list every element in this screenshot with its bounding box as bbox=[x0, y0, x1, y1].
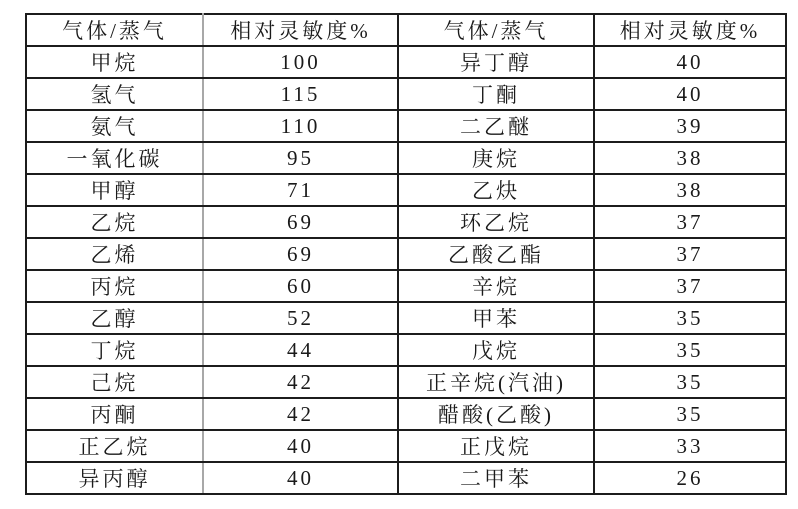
table-row bbox=[26, 430, 786, 462]
table-header bbox=[26, 14, 786, 46]
sensitivity-value-cell: 71 bbox=[203, 174, 398, 206]
table-body bbox=[26, 46, 786, 494]
gas-name-cell: 丙酮 bbox=[26, 398, 203, 430]
table-row bbox=[26, 174, 786, 206]
sensitivity-value-cell: 42 bbox=[203, 398, 398, 430]
header-sensitivity-right: 相对灵敏度% bbox=[594, 14, 786, 46]
sensitivity-value-cell: 26 bbox=[594, 462, 786, 494]
gas-name-cell: 二乙醚 bbox=[398, 110, 594, 142]
sensitivity-value-cell: 100 bbox=[203, 46, 398, 78]
gas-name-cell: 异丁醇 bbox=[398, 46, 594, 78]
sensitivity-value-cell: 40 bbox=[594, 46, 786, 78]
gas-name-cell: 乙炔 bbox=[398, 174, 594, 206]
sensitivity-value-cell: 37 bbox=[594, 238, 786, 270]
gas-name-cell: 乙烷 bbox=[26, 206, 203, 238]
gas-name-cell: 甲醇 bbox=[26, 174, 203, 206]
gas-name-cell: 乙酸乙酯 bbox=[398, 238, 594, 270]
sensitivity-value-cell: 95 bbox=[203, 142, 398, 174]
sensitivity-value-cell: 35 bbox=[594, 366, 786, 398]
sensitivity-value-cell: 115 bbox=[203, 78, 398, 110]
sensitivity-value-cell: 69 bbox=[203, 238, 398, 270]
gas-name-cell: 异丙醇 bbox=[26, 462, 203, 494]
gas-name-cell: 正乙烷 bbox=[26, 430, 203, 462]
table-row bbox=[26, 366, 786, 398]
sensitivity-value-cell: 69 bbox=[203, 206, 398, 238]
gas-name-cell: 一氧化碳 bbox=[26, 142, 203, 174]
table-row bbox=[26, 78, 786, 110]
gas-name-cell: 正辛烷(汽油) bbox=[398, 366, 594, 398]
gas-name-cell: 丁酮 bbox=[398, 78, 594, 110]
sensitivity-value-cell: 39 bbox=[594, 110, 786, 142]
sensitivity-value-cell: 35 bbox=[594, 334, 786, 366]
header-sensitivity-left: 相对灵敏度% bbox=[203, 14, 398, 46]
sensitivity-value-cell: 40 bbox=[594, 78, 786, 110]
gas-name-cell: 环乙烷 bbox=[398, 206, 594, 238]
gas-name-cell: 己烷 bbox=[26, 366, 203, 398]
sensitivity-value-cell: 37 bbox=[594, 270, 786, 302]
table-row bbox=[26, 398, 786, 430]
sensitivity-value-cell: 38 bbox=[594, 174, 786, 206]
gas-name-cell: 庚烷 bbox=[398, 142, 594, 174]
sensitivity-value-cell: 110 bbox=[203, 110, 398, 142]
sensitivity-table-container bbox=[25, 13, 787, 495]
table-row bbox=[26, 462, 786, 494]
table-row bbox=[26, 142, 786, 174]
gas-name-cell: 乙醇 bbox=[26, 302, 203, 334]
sensitivity-value-cell: 40 bbox=[203, 462, 398, 494]
header-row bbox=[26, 14, 786, 46]
table-row bbox=[26, 302, 786, 334]
gas-name-cell: 二甲苯 bbox=[398, 462, 594, 494]
gas-name-cell: 丙烷 bbox=[26, 270, 203, 302]
gas-name-cell: 氨气 bbox=[26, 110, 203, 142]
gas-name-cell: 乙烯 bbox=[26, 238, 203, 270]
table-row bbox=[26, 270, 786, 302]
gas-sensitivity-table bbox=[25, 13, 787, 495]
sensitivity-value-cell: 38 bbox=[594, 142, 786, 174]
table-row bbox=[26, 206, 786, 238]
sensitivity-value-cell: 33 bbox=[594, 430, 786, 462]
sensitivity-value-cell: 37 bbox=[594, 206, 786, 238]
sensitivity-value-cell: 44 bbox=[203, 334, 398, 366]
gas-name-cell: 甲烷 bbox=[26, 46, 203, 78]
sensitivity-value-cell: 40 bbox=[203, 430, 398, 462]
table-row bbox=[26, 238, 786, 270]
gas-name-cell: 氢气 bbox=[26, 78, 203, 110]
sensitivity-value-cell: 35 bbox=[594, 302, 786, 334]
gas-name-cell: 甲苯 bbox=[398, 302, 594, 334]
table-row bbox=[26, 46, 786, 78]
gas-name-cell: 辛烷 bbox=[398, 270, 594, 302]
gas-name-cell: 戊烷 bbox=[398, 334, 594, 366]
table-row bbox=[26, 334, 786, 366]
sensitivity-value-cell: 52 bbox=[203, 302, 398, 334]
gas-name-cell: 丁烷 bbox=[26, 334, 203, 366]
header-gas-right: 气体/蒸气 bbox=[398, 14, 594, 46]
table-row bbox=[26, 110, 786, 142]
sensitivity-value-cell: 42 bbox=[203, 366, 398, 398]
sensitivity-value-cell: 35 bbox=[594, 398, 786, 430]
sensitivity-value-cell: 60 bbox=[203, 270, 398, 302]
gas-name-cell: 正戊烷 bbox=[398, 430, 594, 462]
gas-name-cell: 醋酸(乙酸) bbox=[398, 398, 594, 430]
header-gas-left: 气体/蒸气 bbox=[26, 14, 203, 46]
